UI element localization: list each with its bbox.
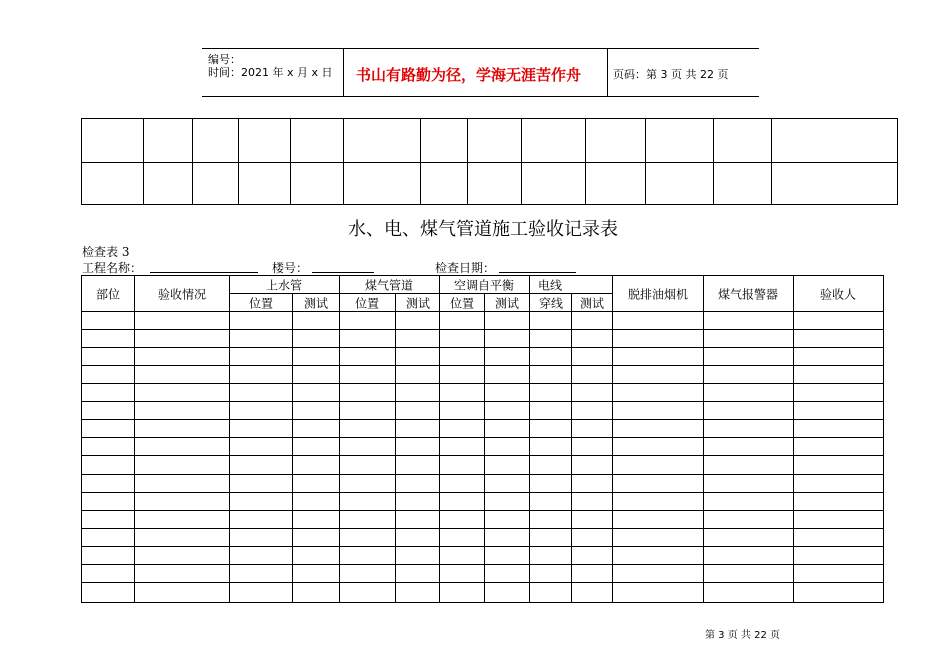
subheader-water-test: 测试 [303, 296, 329, 311]
check-date-label: 检查日期： [435, 261, 496, 275]
building-label: 楼号： [272, 261, 309, 275]
subheader-ac-position: 位置 [449, 296, 475, 311]
subheader-water-position: 位置 [248, 296, 274, 311]
document-time-label: 时间：2021 年 x 月 x 日 [208, 66, 333, 79]
subheader-gas-test: 测试 [405, 296, 431, 311]
project-name-label: 工程名称： [82, 261, 143, 275]
motto-text: 书山有路勤为径，学海无涯苦作舟 [356, 66, 582, 84]
col-header-ac-balance: 空调自平衡 [453, 278, 515, 293]
col-header-part: 部位 [95, 287, 121, 302]
subheader-ac-test: 测试 [494, 296, 520, 311]
subheader-gas-position: 位置 [354, 296, 380, 311]
subheader-wire-threading: 穿线 [538, 296, 564, 311]
col-header-gas-alarm: 煤气报警器 [717, 287, 779, 302]
col-header-inspector: 验收人 [819, 287, 857, 302]
col-header-gas-pipe: 煤气管道 [364, 278, 414, 293]
form-title: 水、电、煤气管道施工验收记录表 [348, 219, 618, 240]
page-indicator: 页码：第 3 页 共 22 页 [613, 68, 729, 81]
form-number: 检查表 3 [82, 245, 130, 259]
document-number-label: 编号： [208, 53, 241, 66]
col-header-water-pipe: 上水管 [265, 278, 303, 293]
col-header-wire: 电线 [537, 278, 563, 293]
col-header-acceptance: 验收情况 [157, 287, 207, 302]
footer-page-number: 第 3 页 共 22 页 [705, 630, 780, 641]
subheader-wire-test: 测试 [579, 296, 605, 311]
col-header-range-hood: 脱排油烟机 [627, 287, 689, 302]
